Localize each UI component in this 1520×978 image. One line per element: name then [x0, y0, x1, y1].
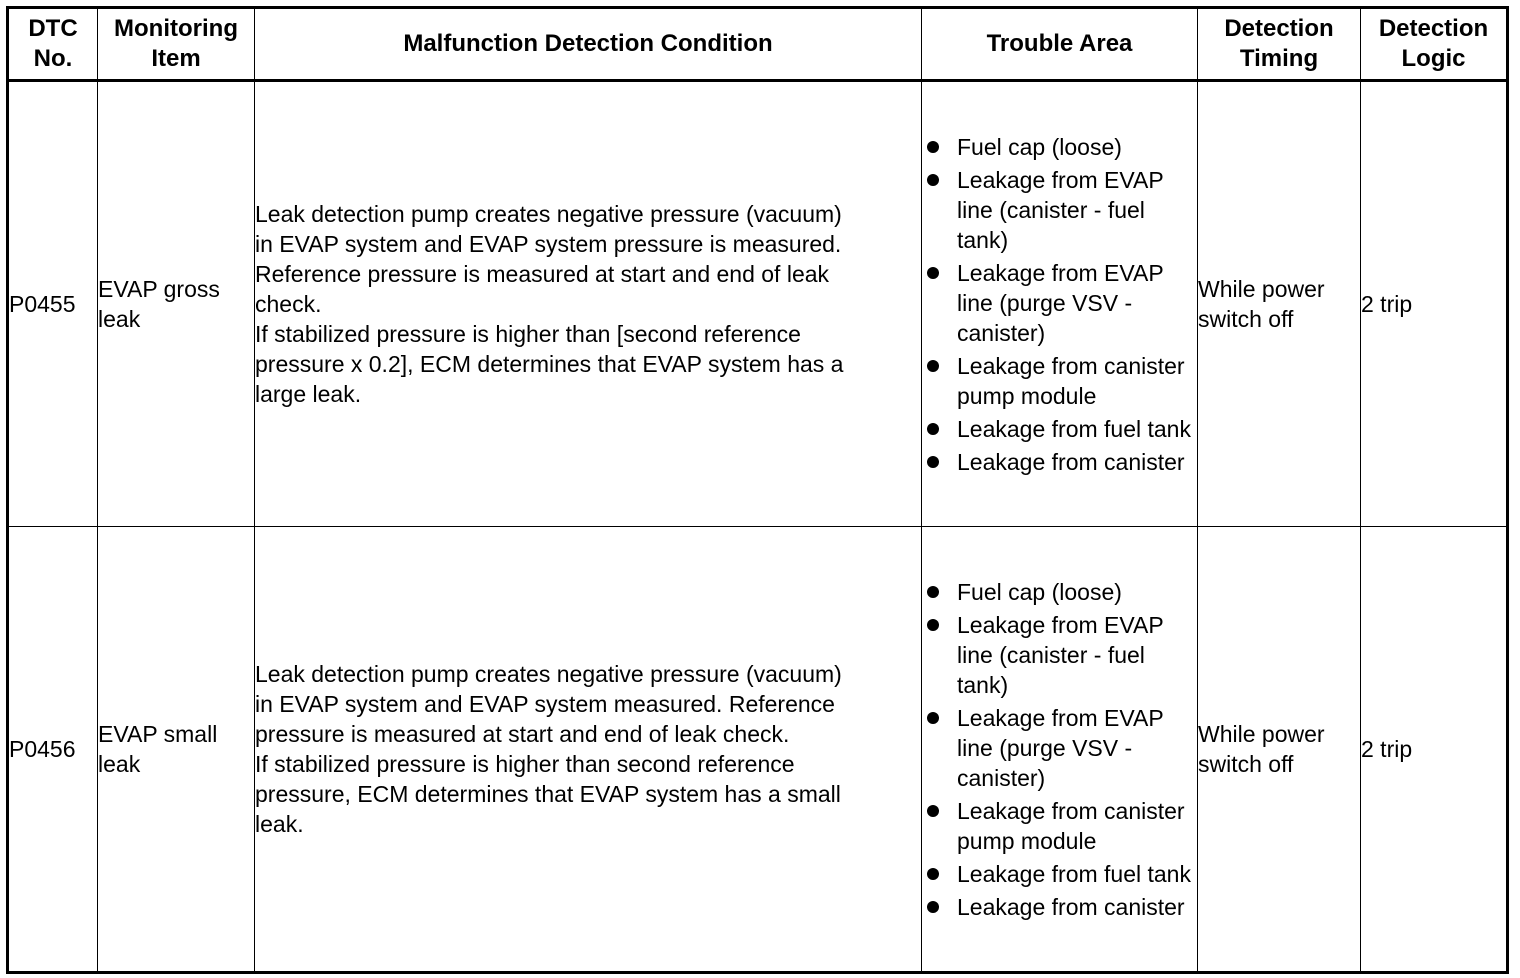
list-item: Leakage from EVAP line (canister - fuel tank) [922, 610, 1197, 700]
detection-logic: 2 trip [1361, 527, 1508, 973]
bullet-icon [927, 174, 939, 186]
list-item: Leakage from EVAP line (purge VSV - canister) [922, 258, 1197, 348]
bullet-icon [927, 360, 939, 372]
header-condition: Malfunction Detection Condition [255, 8, 922, 81]
list-item: Leakage from EVAP line (purge VSV - canister) [922, 703, 1197, 793]
dtc-code: P0455 [8, 81, 98, 527]
trouble-area [922, 527, 1198, 973]
header-detection-timing: Detection Timing [1198, 8, 1361, 81]
list-item: Leakage from EVAP line (canister - fuel tank) [922, 165, 1197, 255]
header-row [8, 8, 1508, 81]
trouble-list [922, 577, 1197, 922]
monitoring-item: EVAP gross leak [98, 81, 255, 527]
header-detection-logic: Detection Logic [1361, 8, 1508, 81]
bullet-icon [927, 456, 939, 468]
detection-timing: While power switch off [1198, 527, 1361, 973]
dtc-table [6, 6, 1509, 974]
bullet-icon [927, 267, 939, 279]
list-item: Leakage from canister [922, 892, 1197, 922]
detection-condition: Leak detection pump creates negative pressure (vacuum) in EVAP system and EVAP system measured. Reference pressure is measured at start and end of leak check. If stabilized pressure is higher than second reference pressure, ECM determines that EVAP system has a small leak. [255, 527, 922, 973]
bullet-icon [927, 141, 939, 153]
bullet-icon [927, 423, 939, 435]
header-dtc-no: DTC No. [8, 8, 98, 81]
detection-condition: Leak detection pump creates negative pressure (vacuum) in EVAP system and EVAP system pressure is measured. Reference pressure is measured at start and end of leak check. If stabilized pressure is higher than [second reference pressure x 0.2], ECM determines that EVAP system has a large leak. [255, 81, 922, 527]
dtc-code: P0456 [8, 527, 98, 973]
header-trouble-area: Trouble Area [922, 8, 1198, 81]
bullet-icon [927, 805, 939, 817]
bullet-icon [927, 712, 939, 724]
trouble-list [922, 132, 1197, 477]
detection-timing: While power switch off [1198, 81, 1361, 527]
detection-logic: 2 trip [1361, 81, 1508, 527]
list-item: Leakage from fuel tank [922, 414, 1197, 444]
list-item: Fuel cap (loose) [922, 577, 1197, 607]
monitoring-item: EVAP small leak [98, 527, 255, 973]
list-item: Fuel cap (loose) [922, 132, 1197, 162]
bullet-icon [927, 868, 939, 880]
bullet-icon [927, 586, 939, 598]
trouble-area [922, 81, 1198, 527]
bullet-icon [927, 901, 939, 913]
table-row [8, 527, 1508, 973]
list-item: Leakage from canister pump module [922, 351, 1197, 411]
table-row [8, 81, 1508, 527]
list-item: Leakage from fuel tank [922, 859, 1197, 889]
list-item: Leakage from canister pump module [922, 796, 1197, 856]
bullet-icon [927, 619, 939, 631]
header-monitoring-item: Monitoring Item [98, 8, 255, 81]
list-item: Leakage from canister [922, 447, 1197, 477]
